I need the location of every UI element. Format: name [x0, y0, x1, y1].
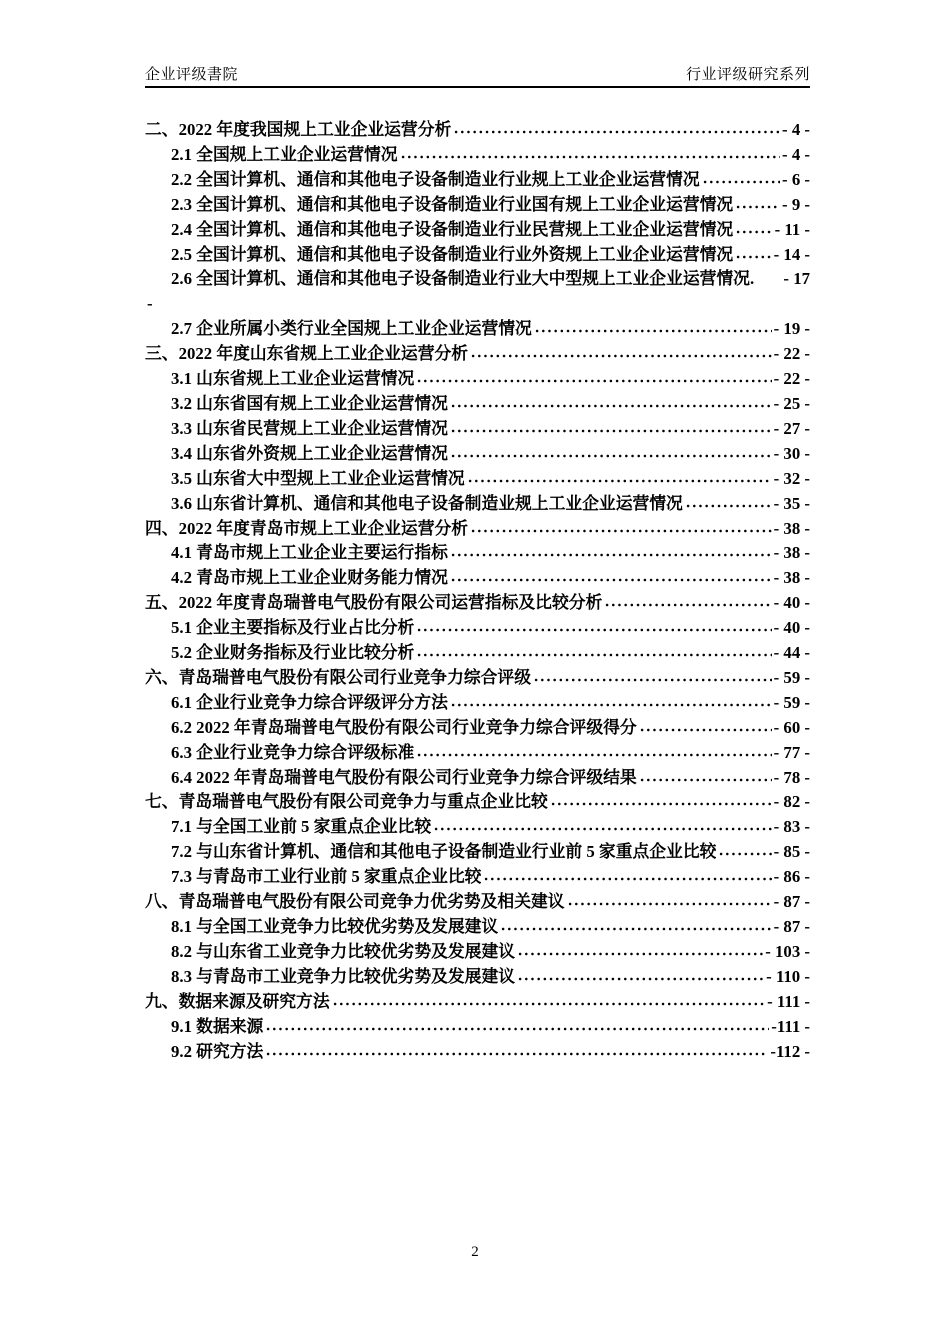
toc-entry[interactable] — [145, 790, 810, 815]
toc-entry[interactable] — [145, 840, 810, 865]
toc-leader-dots — [467, 478, 772, 484]
toc-entry[interactable] — [145, 1040, 810, 1065]
toc-entry-label: 9.2 研究方法 — [171, 1041, 264, 1061]
toc-entry-page: -111 - — [771, 1016, 810, 1036]
toc-entry[interactable] — [145, 666, 810, 691]
toc-entry[interactable] — [145, 815, 810, 840]
toc-leader-dots — [500, 926, 771, 932]
toc-leader-dots — [702, 179, 780, 185]
toc-entry-label: 6.3 企业行业竞争力综合评级标准 — [171, 742, 415, 762]
toc-entry[interactable] — [145, 392, 810, 417]
toc-entry-page: - 17 — [783, 269, 810, 289]
toc-leader-dots — [604, 602, 771, 608]
toc-entry-page: - 110 - — [766, 966, 810, 986]
toc-leader-dots — [400, 154, 780, 160]
toc-entry[interactable] — [145, 766, 810, 791]
toc-leader-dots — [639, 727, 772, 733]
toc-entry-label: 8.1 与全国工业竞争力比较优劣势及发展建议 — [171, 917, 499, 936]
toc-entry-label: 2.4 全国计算机、通信和其他电子设备制造业行业民营规上工业企业运营情况 — [171, 219, 734, 239]
toc-leader-dots — [450, 577, 772, 583]
toc-entry-label: 7.1 与全国工业前 5 家重点企业比较 — [171, 817, 432, 837]
toc-leader-dots — [534, 328, 772, 334]
toc-entry-wrap-line — [145, 292, 810, 317]
toc-leader-dots — [450, 552, 772, 558]
toc-leader-dots — [450, 453, 772, 459]
toc-entry-label: 7.2 与山东省计算机、通信和其他电子设备制造业行业前 5 家重点企业比较 — [171, 842, 717, 862]
toc-entry[interactable] — [145, 243, 810, 268]
toc-leader-dots — [567, 901, 772, 907]
toc-leader-dots — [416, 378, 771, 384]
toc-leader-dots — [265, 1026, 769, 1032]
toc-entry-label: 四、2022 年度青岛市规上工业企业运营分析 — [145, 518, 469, 538]
toc-entry[interactable] — [145, 641, 810, 666]
toc-leader-dots — [470, 528, 772, 534]
toc-entry[interactable] — [145, 218, 810, 243]
toc-entry-page: - 38 - — [773, 543, 810, 563]
toc-entry-label: 3.3 山东省民营规上工业企业运营情况 — [171, 418, 448, 438]
toc-entry-page: - 40 - — [773, 618, 810, 638]
toc-leader-dots — [416, 627, 771, 633]
toc-entry-label: 3.1 山东省规上工业企业运营情况 — [171, 369, 415, 389]
toc-leader-dots — [533, 677, 772, 683]
toc-leader-dots — [735, 254, 771, 260]
toc-entry-label: 6.4 2022 年青岛瑞普电气股份有限公司行业竞争力综合评级结果 — [171, 767, 637, 787]
toc-entry-page: - 9 - — [782, 194, 810, 214]
toc-entry[interactable] — [145, 541, 810, 566]
toc-entry-page: - 86 - — [773, 867, 810, 887]
toc-leader-dots — [735, 204, 780, 210]
toc-leader-dots — [416, 652, 771, 658]
toc-entry[interactable] — [145, 118, 810, 143]
toc-entry-page: - 77 - — [773, 742, 810, 762]
toc-entry-page: - 4 - — [782, 120, 810, 139]
toc-entry[interactable] — [145, 517, 810, 542]
toc-entry-page: - 82 - — [773, 792, 810, 812]
toc-entry-label: 8.3 与青岛市工业竞争力比较优劣势及发展建议 — [171, 966, 516, 986]
toc-entry[interactable] — [145, 143, 810, 168]
toc-entry-page: - 30 - — [773, 443, 810, 463]
toc-leader-dots — [550, 801, 772, 807]
toc-entry[interactable] — [145, 168, 810, 193]
toc-entry-page: - 59 - — [773, 692, 810, 712]
toc-leader-dots — [433, 826, 772, 832]
toc-entry-label: 二、2022 年度我国规上工业企业运营分析 — [145, 120, 452, 139]
toc-leader-dots — [450, 702, 772, 708]
toc-entry-label: 8.2 与山东省工业竞争力比较优劣势及发展建议 — [171, 941, 516, 961]
toc-entry-label: 5.1 企业主要指标及行业占比分析 — [171, 618, 415, 638]
toc-leader-dots — [517, 976, 764, 982]
toc-entry-label: 2.2 全国计算机、通信和其他电子设备制造业行业规上工业企业运营情况 — [171, 169, 700, 189]
toc-entry-page: - 60 - — [773, 717, 810, 737]
toc-entry[interactable] — [145, 940, 810, 965]
toc-entry-label: 5.2 企业财务指标及行业比较分析 — [171, 643, 415, 663]
toc-entry-label: 五、2022 年度青岛瑞普电气股份有限公司运营指标及比较分析 — [145, 593, 603, 613]
toc-entry-page: - 44 - — [773, 643, 810, 663]
toc-entry[interactable] — [145, 990, 810, 1015]
toc-entry[interactable] — [145, 492, 810, 517]
toc-entry-label: 六、青岛瑞普电气股份有限公司行业竞争力综合评级 — [145, 667, 531, 687]
toc-entry-label: 2.7 企业所属小类行业全国规上工业企业运营情况 — [171, 319, 532, 339]
toc-entry-page: - 25 - — [773, 393, 810, 413]
toc-entry-label: 九、数据来源及研究方法 — [145, 991, 330, 1011]
toc-entry-page: - 19 - — [773, 319, 810, 339]
toc-entry-page: - 22 - — [773, 344, 810, 364]
toc-leader-dots — [470, 353, 772, 359]
toc-entry-page: - 22 - — [773, 369, 810, 389]
toc-leader-dots — [735, 229, 772, 235]
toc-entry[interactable] — [145, 965, 810, 990]
toc-entry[interactable] — [145, 591, 810, 616]
toc-entry-page: - 32 - — [773, 468, 810, 488]
toc-entry-page: - 40 - — [773, 593, 810, 613]
toc-entry[interactable] — [145, 616, 810, 641]
toc-entry-label: 3.2 山东省国有规上工业企业运营情况 — [171, 393, 448, 413]
toc-leader-dots — [483, 876, 771, 882]
toc-leader-dots — [416, 752, 771, 758]
toc-entry-label: 7.3 与青岛市工业行业前 5 家重点企业比较 — [171, 867, 482, 887]
toc-entry[interactable] — [145, 267, 810, 292]
toc-entry-label: 9.1 数据来源 — [171, 1016, 264, 1036]
toc-entry[interactable] — [145, 915, 810, 940]
page-header — [145, 63, 810, 84]
toc-entry-label: 4.1 青岛市规上工业企业主要运行指标 — [171, 543, 448, 563]
table-of-contents — [145, 118, 810, 1064]
toc-entry[interactable] — [145, 865, 810, 890]
toc-entry-page: - 111 - — [767, 991, 810, 1011]
toc-entry-page: - 4 - — [782, 144, 810, 164]
toc-entry[interactable] — [145, 317, 810, 342]
toc-entry[interactable] — [145, 442, 810, 467]
toc-entry[interactable] — [145, 566, 810, 591]
toc-entry-page: - 85 - — [773, 842, 810, 862]
page-number: 2 — [471, 1244, 479, 1260]
toc-entry[interactable] — [145, 417, 810, 442]
header-rule — [145, 86, 810, 88]
toc-entry-label: 3.5 山东省大中型规上工业企业运营情况 — [171, 468, 465, 488]
toc-entry[interactable] — [145, 691, 810, 716]
toc-leader-dots — [639, 777, 772, 783]
toc-entry-page: - 78 - — [773, 767, 810, 787]
toc-entry-label: 4.2 青岛市规上工业企业财务能力情况 — [171, 568, 448, 588]
toc-leader-dots — [517, 951, 763, 957]
toc-entry-page: -112 - — [770, 1041, 810, 1061]
toc-entry-label: 2.3 全国计算机、通信和其他电子设备制造业行业国有规上工业企业运营情况 — [171, 194, 734, 214]
toc-entry-label: 3.4 山东省外资规上工业企业运营情况 — [171, 443, 448, 463]
toc-entry-label: 八、青岛瑞普电气股份有限公司竞争力优劣势及相关建议 — [145, 892, 565, 912]
toc-entry[interactable] — [145, 741, 810, 766]
toc-entry-label: 2.1 全国规上工业企业运营情况 — [171, 144, 398, 164]
toc-entry-page: - 14 - — [773, 244, 810, 264]
toc-entry-page: - 35 - — [773, 493, 810, 513]
toc-entry-page: - 27 - — [773, 418, 810, 438]
toc-leader-dots — [718, 851, 771, 857]
toc-leader-dots — [265, 1051, 768, 1057]
toc-entry-page: - 38 - — [773, 518, 810, 538]
toc-entry-page: - 83 - — [773, 817, 810, 837]
header-left-text: 企业评级書院 — [145, 67, 239, 83]
toc-entry-page: - 38 - — [773, 568, 810, 588]
toc-entry[interactable] — [145, 342, 810, 367]
toc-entry-page: - 6 - — [782, 169, 810, 189]
toc-entry[interactable] — [145, 716, 810, 741]
toc-leader-dots — [332, 1001, 766, 1007]
toc-entry-page: - 11 - — [774, 219, 810, 239]
toc-leader-dots — [453, 129, 780, 135]
toc-entry[interactable] — [145, 890, 810, 915]
toc-leader-dots — [450, 403, 772, 409]
toc-entry-label: - — [147, 294, 153, 314]
toc-leader-dots — [685, 503, 772, 509]
toc-entry-label: 2.6 全国计算机、通信和其他电子设备制造业行业大中型规上工业企业运营情况. — [171, 269, 755, 289]
toc-entry-label: 七、青岛瑞普电气股份有限公司竞争力与重点企业比较 — [145, 792, 548, 812]
toc-entry[interactable] — [145, 367, 810, 392]
toc-entry-page: - 87 - — [773, 917, 810, 936]
toc-entry-label: 6.2 2022 年青岛瑞普电气股份有限公司行业竞争力综合评级得分 — [171, 717, 637, 737]
header-right-text: 行业评级研究系列 — [685, 67, 810, 83]
toc-entry-label: 三、2022 年度山东省规上工业企业运营分析 — [145, 344, 469, 364]
toc-entry[interactable] — [145, 193, 810, 218]
toc-entry-page: - 59 - — [773, 667, 810, 687]
toc-leader-dots — [450, 428, 772, 434]
toc-entry-label: 2.5 全国计算机、通信和其他电子设备制造业行业外资规上工业企业运营情况 — [171, 244, 734, 264]
page-footer — [0, 1244, 950, 1261]
toc-entry-label: 3.6 山东省计算机、通信和其他电子设备制造业规上工业企业运营情况 — [171, 493, 683, 513]
toc-entry[interactable] — [145, 1015, 810, 1040]
toc-entry-page: - 87 - — [773, 892, 810, 912]
toc-entry[interactable] — [145, 467, 810, 492]
toc-entry-label: 6.1 企业行业竞争力综合评级评分方法 — [171, 692, 448, 712]
toc-entry-page: - 103 - — [765, 941, 810, 961]
